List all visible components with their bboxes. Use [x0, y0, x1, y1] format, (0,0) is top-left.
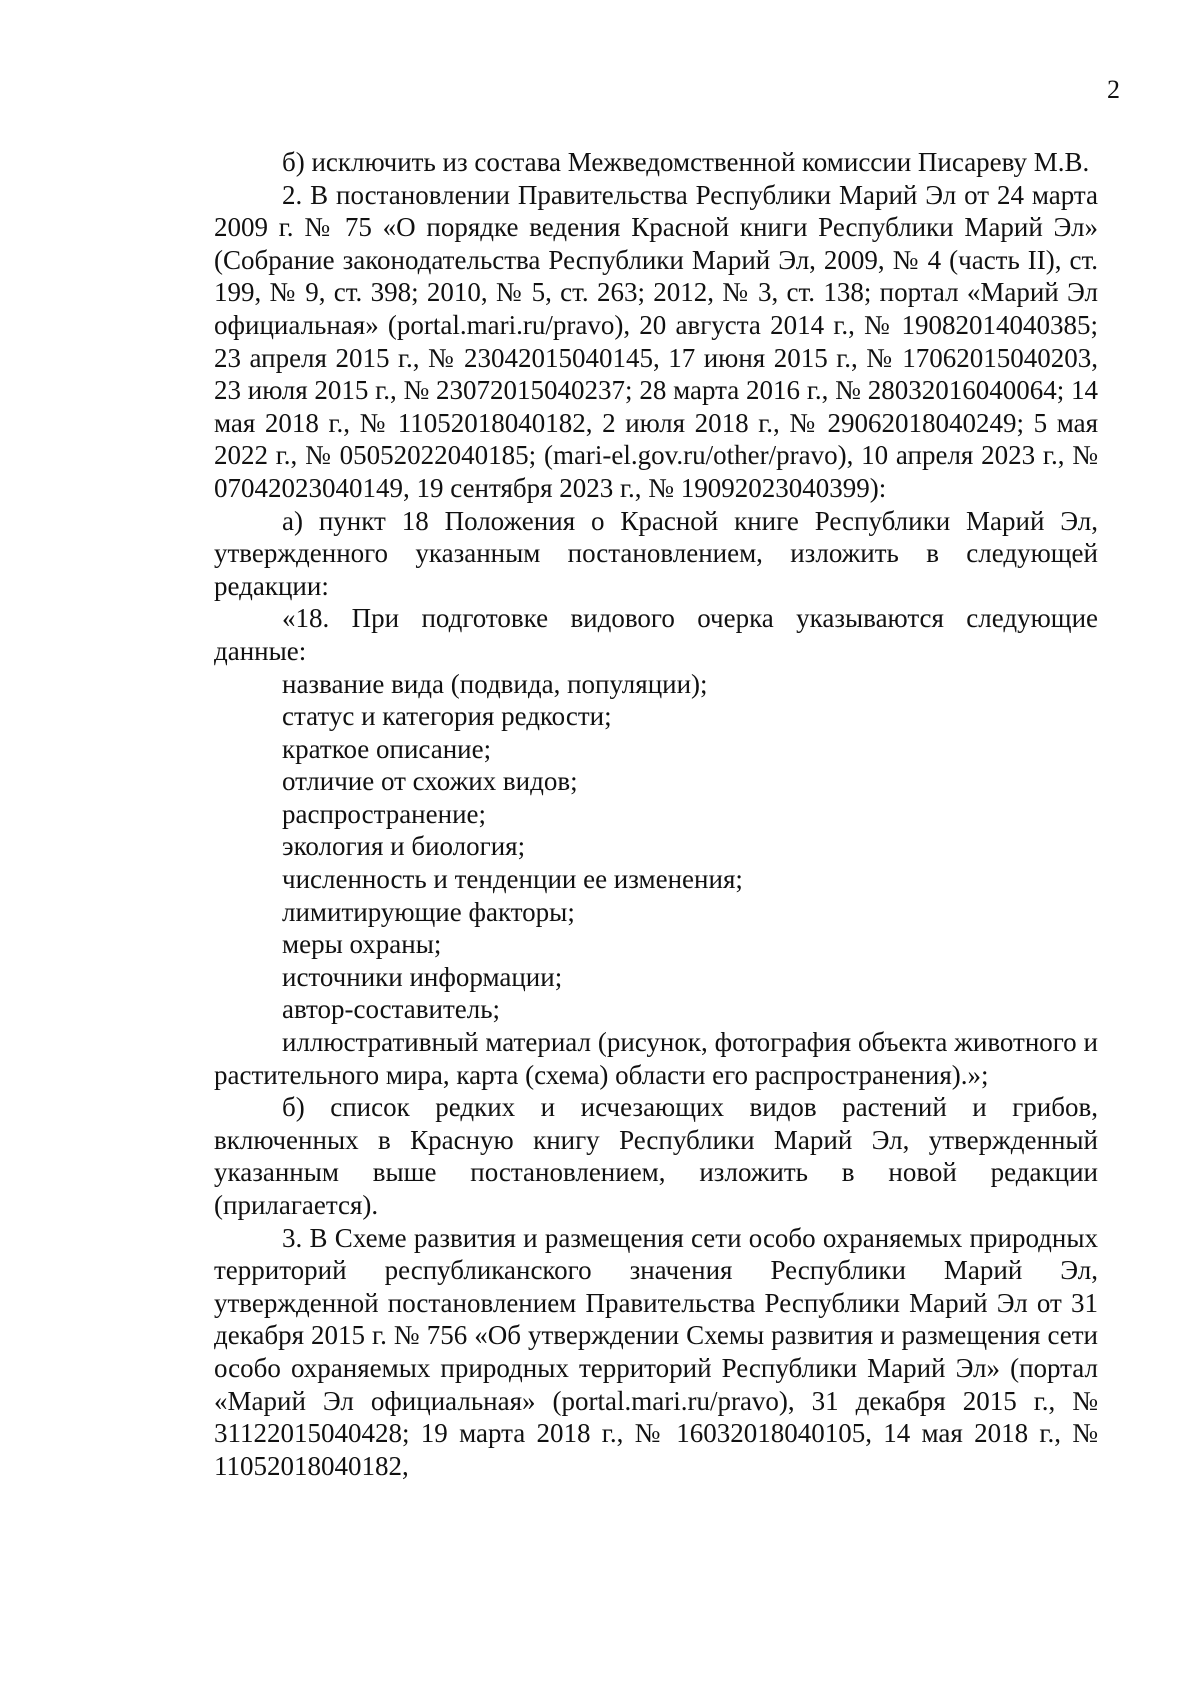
paragraph-exclude-member: б) исключить из состава Межведомственной комиссии Писареву М.В.	[282, 147, 1090, 177]
list-item: численность и тенденции ее изменения;	[282, 864, 743, 895]
list-item: лимитирующие факторы;	[282, 896, 575, 927]
document-body	[214, 146, 1098, 1482]
paragraph-item-b: б) список редких и исчезающих видов растений и грибов, включенных в Красную книгу Республики Марий Эл, утвержденный указанным выше постановлением, изложить в новой редакции (прилагается).	[214, 1092, 1098, 1220]
paragraph-section-3: 3. В Схеме развития и размещения сети особо охраняемых природных территорий республиканского значения Республики Марий Эл, утвержденной постановлением Правительства Республики Марий Эл от 31 декабря 2015 г. № 756 «Об утверждении Схемы развития и размещения сети особо охраняемых природных территорий Республики Марий Эл» (портал «Марий Эл официальная» (portal.mari.ru/pravo), 31 декабря 2015 г., № 31122015040428; 19 марта 2018 г., № 16032018040105, 14 мая 2018 г., № 11052018040182,	[214, 1222, 1098, 1481]
page-number: 2	[1107, 75, 1120, 104]
list-item: статус и категория редкости;	[282, 701, 612, 732]
list-item: меры охраны;	[282, 929, 442, 960]
paragraph-illustrative-material: иллюстративный материал (рисунок, фотография объекта животного и растительного мира, карта (схема) области его распространения).»;	[214, 1027, 1098, 1090]
list-item: источники информации;	[282, 961, 563, 992]
list-item: автор-составитель;	[282, 994, 501, 1025]
paragraph-clause-18: «18. При подготовке видового очерка указываются следующие данные:	[214, 603, 1098, 666]
paragraph-item-a: а) пункт 18 Положения о Красной книге Республики Марий Эл, утвержденного указанным постановлением, изложить в следующей редакции:	[214, 505, 1098, 601]
list-item: распространение;	[282, 798, 487, 829]
list-item: отличие от схожих видов;	[282, 766, 578, 797]
list-item: краткое описание;	[282, 733, 492, 764]
list-item: экология и биология;	[282, 831, 526, 862]
paragraph-section-2: 2. В постановлении Правительства Республики Марий Эл от 24 марта 2009 г. № 75 «О порядке ведения Красной книги Республики Марий Эл» (Собрание законодательства Республики Марий Эл, 2009, № 4 (часть II), ст. 199, № 9, ст. 398; 2010, № 5, ст. 263; 2012, № 3, ст. 138; портал «Марий Эл официальная» (portal.mari.ru/pravo), 20 августа 2014 г., № 19082014040385; 23 апреля 2015 г., № 23042015040145, 17 июня 2015 г., № 17062015040203, 23 июля 2015 г., № 23072015040237; 28 марта 2016 г., № 28032016040064; 14 мая 2018 г., № 11052018040182, 2 июля 2018 г., № 29062018040249; 5 мая 2022 г., № 05052022040185; (mari-el.gov.ru/other/pravo), 10 апреля 2023 г., № 07042023040149, 19 сентября 2023 г., № 19092023040399):	[214, 179, 1098, 503]
list-item: название вида (подвида, популяции);	[282, 668, 708, 699]
